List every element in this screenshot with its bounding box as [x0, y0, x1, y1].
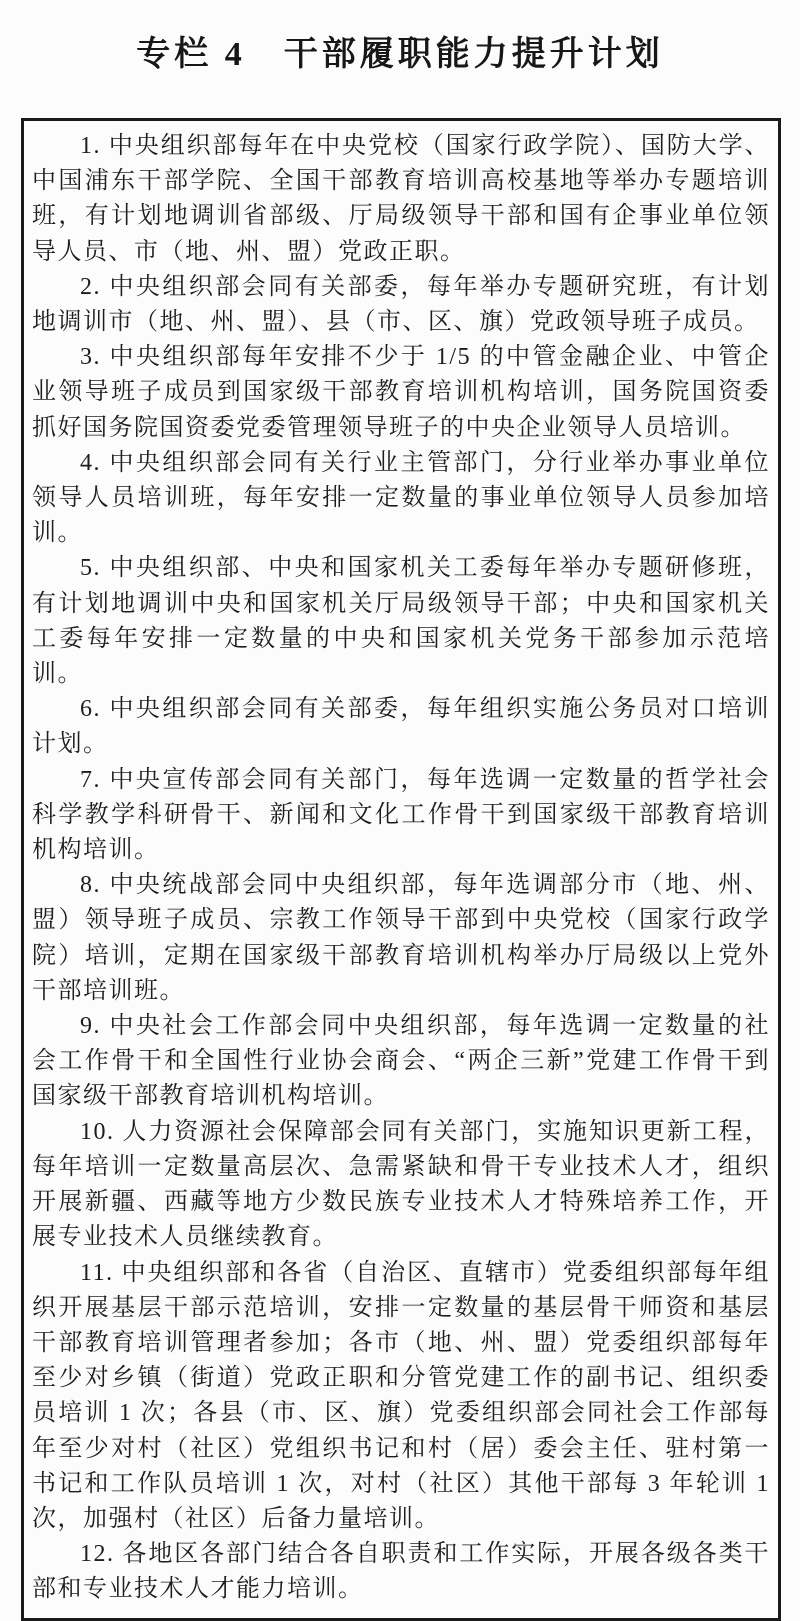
content-box — [21, 118, 781, 1621]
paragraph-4: 4. 中央组织部会同有关行业主管部门，分行业举办事业单位领导人员培训班，每年安排一定数量的事业单位领导人员参加培训。 — [32, 449, 770, 547]
paragraph-7: 7. 中央宣传部会同有关部门，每年选调一定数量的哲学社会科学教学科研骨干、新闻和文化工作骨干到国家级干部教育培训机构培训。 — [32, 766, 770, 864]
paragraph-10: 10. 人力资源社会保障部会同有关部门，实施知识更新工程，每年培训一定数量高层次、急需紧缺和骨干专业技术人才，组织开展新疆、西藏等地方少数民族专业技术人才特殊培养工作，开展专业技术人员继续教育。 — [32, 1118, 770, 1251]
paragraph-3: 3. 中央组织部每年安排不少于 1/5 的中管金融企业、中管企业领导班子成员到国家级干部教育培训机构培训，国务院国资委抓好国务院国资委党委管理领导班子的中央企业领导人员培训。 — [32, 344, 770, 441]
paragraph-9: 9. 中央社会工作部会同中央组织部，每年选调一定数量的社会工作骨干和全国性行业协会商会、“两企三新”党建工作骨干到国家级干部教育培训机构培训。 — [32, 1013, 770, 1110]
paragraph-6: 6. 中央组织部会同有关部委，每年组织实施公务员对口培训计划。 — [32, 696, 770, 758]
paragraph-1: 1. 中央组织部每年在中央党校（国家行政学院）、国防大学、中国浦东干部学院、全国干部教育培训高校基地等举办专题培训班，有计划地调训省部级、厅局级领导干部和国有企事业单位领导人员、市（地、州、盟）党政正职。 — [32, 133, 770, 265]
paragraph-12: 12. 各地区各部门结合各自职责和工作实际，开展各级各类干部和专业技术人才能力培训。 — [32, 1541, 770, 1603]
paragraph-5: 5. 中央组织部、中央和国家机关工委每年举办专题研修班，有计划地调训中央和国家机关厅局级领导干部；中央和国家机关工委每年安排一定数量的中央和国家机关党务干部参加示范培训。 — [32, 555, 770, 688]
paragraph-8: 8. 中央统战部会同中央组织部，每年选调部分市（地、州、盟）领导班子成员、宗教工作领导干部到中央党校（国家行政学院）培训，定期在国家级干部教育培训机构举办厅局级以上党外干部培训班。 — [32, 872, 770, 1004]
paragraph-11: 11. 中央组织部和各省（自治区、直辖市）党委组织部每年组织开展基层干部示范培训，安排一定数量的基层骨干师资和基层干部教育培训管理者参加；各市（地、州、盟）党委组织部每年至少对乡镇（街道）党政正职和分管党建工作的副书记、组织委员培训 1 次；各县（市、区、旗）党委组织部会同社会工作部每年至少对村（社区）党组织书记和村（居）委会主任、驻村第一书记和工作队员培训 1 次，对村（社区）其他干部每 3 年轮训 1 次，加强村（社区）后备力量培训。 — [32, 1259, 770, 1532]
paragraph-2: 2. 中央组织部会同有关部委，每年举办专题研究班，有计划地调训市（地、州、盟）、县（市、区、旗）党政领导班子成员。 — [32, 273, 770, 336]
page-title: 专栏 4 干部履职能力提升计划 — [136, 36, 664, 73]
